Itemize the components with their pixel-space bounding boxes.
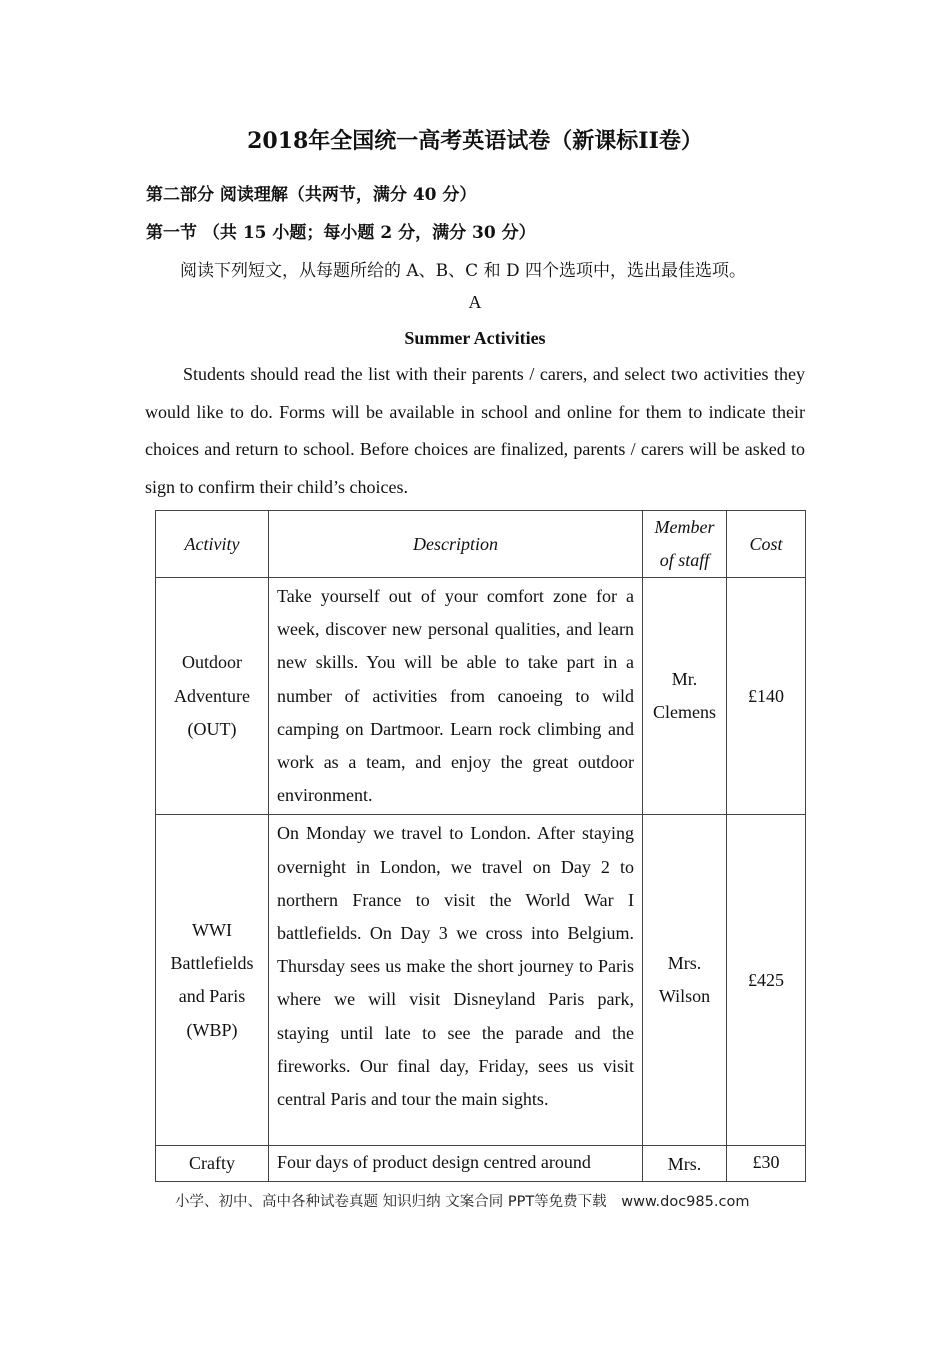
footer-text: 小学、初中、高中各种试卷真题 知识归纳 文案合同 PPT等免费下载 bbox=[175, 1194, 607, 1210]
activity-name: WWI Battlefields and Paris (WBP) bbox=[156, 815, 269, 1146]
passage-intro: Students should read the list with their parents / carers, and select two activities they would like to do. Forms will be available in school and online for them to indicate their choices and return to school. Before choices are finalized, parents / carers will be asked to sign to confirm their child’s choices. bbox=[145, 364, 805, 498]
activity-cost: £425 bbox=[727, 815, 806, 1146]
table-row bbox=[156, 578, 806, 815]
activity-cost: £140 bbox=[727, 578, 806, 815]
header-activity: Activity bbox=[156, 511, 269, 578]
header-description: Description bbox=[269, 511, 643, 578]
staff-member: Mrs. Wilson bbox=[643, 815, 727, 1146]
activity-description: Take yourself out of your comfort zone for a week, discover new personal qualities, and learn new skills. You will be able to take part in a number of activities from canoeing to wild camping on Dartmoor. Learn rock climbing and work as a team, and enjoy the great outdoor environment. bbox=[269, 578, 643, 815]
footer-url[interactable]: www.doc985.com bbox=[621, 1194, 750, 1210]
instruction-text: 阅读下列短文，从每题所给的 A、B、C 和 D 四个选项中，选出最佳选项。 bbox=[180, 261, 747, 281]
part-heading: 第二部分 阅读理解（共两节，满分 40 分） bbox=[146, 185, 477, 205]
section-heading: 第一节 （共 15 小题；每小题 2 分，满分 30 分） bbox=[146, 223, 536, 243]
staff-member: Mrs. bbox=[643, 1146, 727, 1182]
page-footer bbox=[175, 1190, 749, 1211]
table-header-row bbox=[156, 511, 806, 578]
table-row bbox=[156, 815, 806, 1146]
activity-name: Outdoor Adventure (OUT) bbox=[156, 578, 269, 815]
activity-cost: £30 bbox=[727, 1146, 806, 1182]
passage-title: Summer Activities bbox=[404, 328, 546, 348]
staff-member: Mr. Clemens bbox=[643, 578, 727, 815]
activity-name: Crafty bbox=[156, 1146, 269, 1182]
header-member-of-staff: Member of staff bbox=[643, 511, 727, 578]
page-title: 2018年全国统一高考英语试卷（新课标II卷） bbox=[247, 128, 703, 154]
table-row bbox=[156, 1146, 806, 1182]
activity-description: Four days of product design centred around bbox=[269, 1146, 643, 1182]
header-cost: Cost bbox=[727, 511, 806, 578]
activities-table bbox=[155, 510, 806, 1182]
passage-letter: A bbox=[468, 292, 482, 312]
activity-description: On Monday we travel to London. After staying overnight in London, we travel on Day 2 to northern France to visit the World War I battlefields. On Day 3 we cross into Belgium. Thursday sees us make the short journey to Paris where we will visit Disneyland Paris park, staying until late to see the parade and the fireworks. Our final day, Friday, sees us visit central Paris and tour the main sights. bbox=[269, 815, 643, 1146]
